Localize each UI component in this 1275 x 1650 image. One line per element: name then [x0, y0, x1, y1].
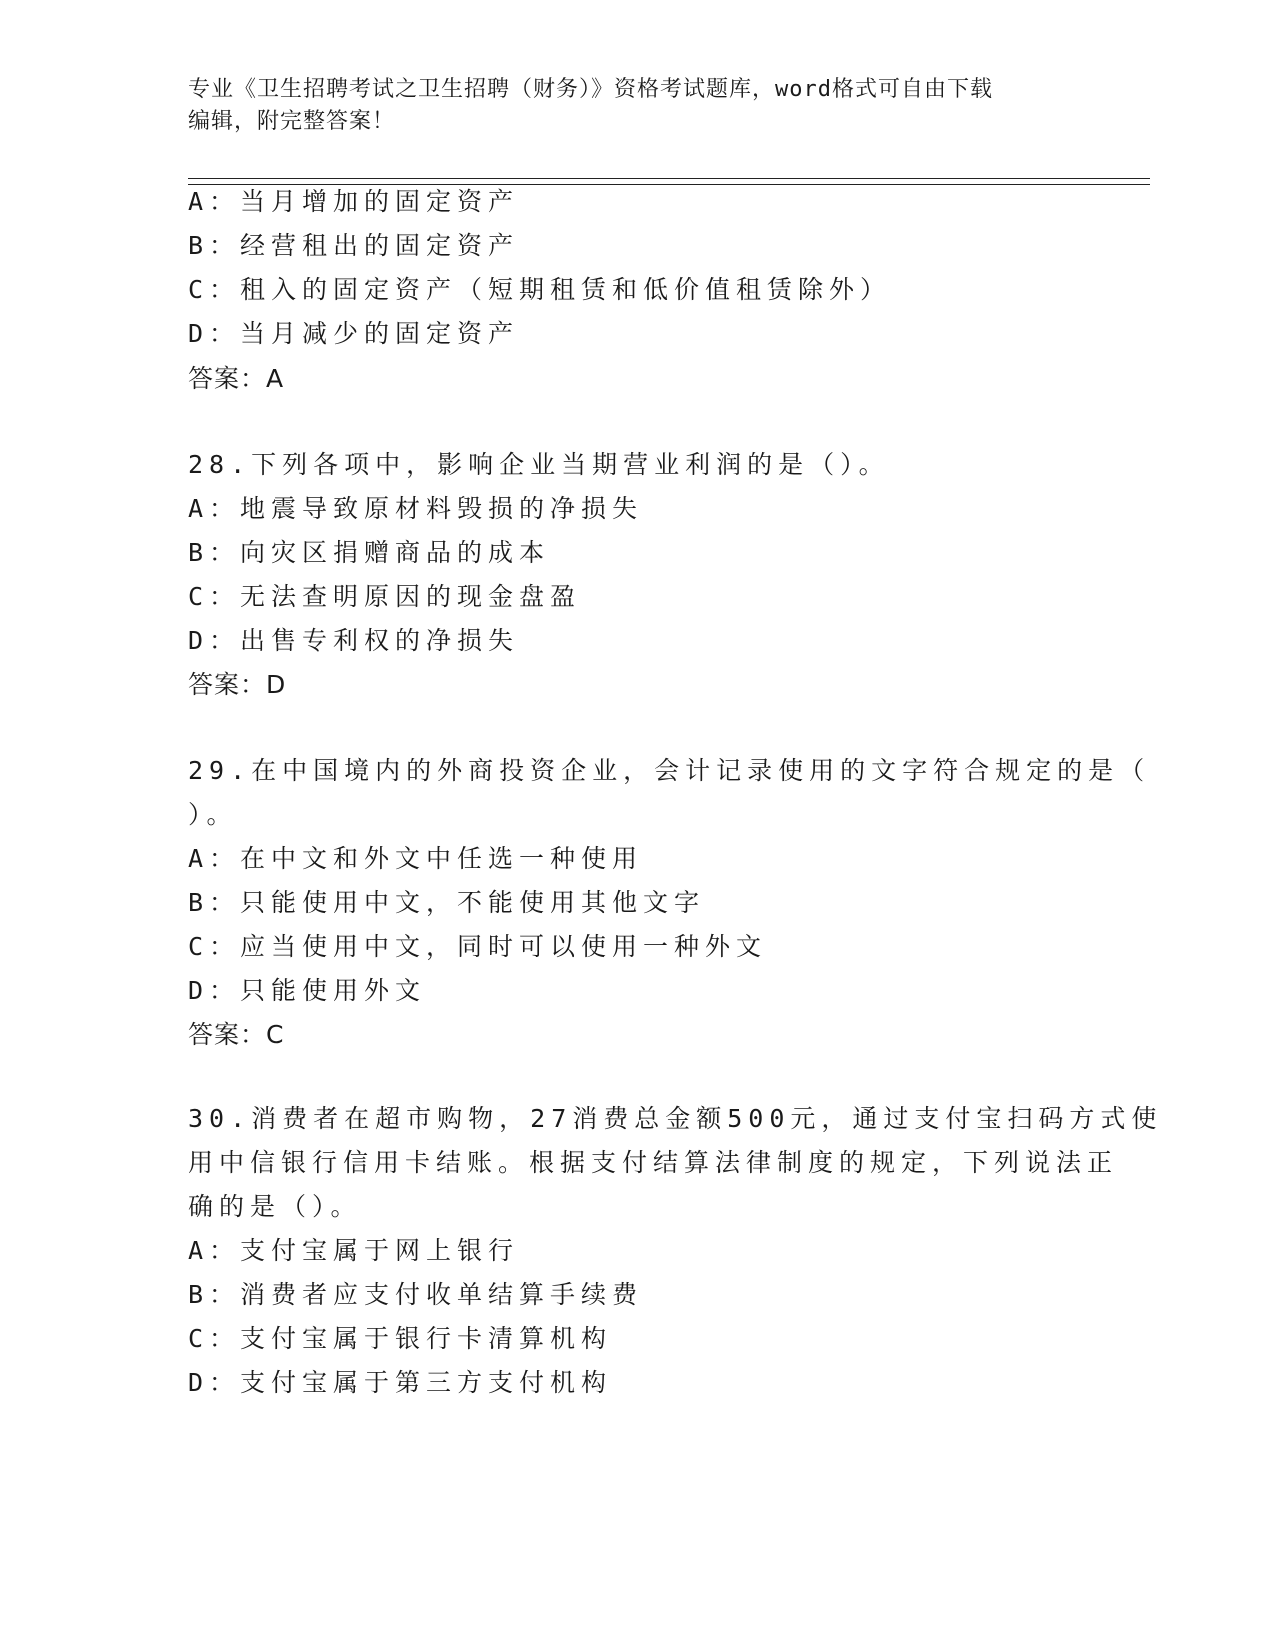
q28-answer: 答案：D — [188, 670, 287, 699]
q29-option-a: A：在中文和外文中任选一种使用 — [188, 844, 644, 873]
q30-stem-line-3: 确的是（）。 — [188, 1192, 362, 1221]
header-line-2: 编辑，附完整答案！ — [188, 109, 396, 134]
q28-option-b: B：向灾区捐赠商品的成本 — [188, 538, 551, 567]
q30-option-d: D：支付宝属于第三方支付机构 — [188, 1368, 613, 1397]
q27-answer: 答案：A — [188, 364, 285, 393]
q28-stem: 28.下列各项中，影响企业当期营业利润的是（）。 — [188, 450, 890, 479]
q30-option-a: A：支付宝属于网上银行 — [188, 1236, 520, 1265]
q30-option-c: C：支付宝属于银行卡清算机构 — [188, 1324, 613, 1353]
header-divider — [188, 178, 1150, 185]
q29-stem-line-1: 29.在中国境内的外商投资企业，会计记录使用的文字符合规定的是（ — [188, 756, 1151, 785]
q30-stem-line-2: 用中信银行信用卡结账。根据支付结算法律制度的规定，下列说法正 — [188, 1148, 1119, 1177]
q27-option-d: D：当月减少的固定资产 — [188, 319, 520, 348]
q28-option-d: D：出售专利权的净损失 — [188, 626, 520, 655]
document-page — [188, 0, 1163, 1650]
q27-option-a: A：当月增加的固定资产 — [188, 187, 520, 216]
q29-answer: 答案：C — [188, 1020, 285, 1049]
q30-stem-line-1: 30.消费者在超市购物，27消费总金额500元，通过支付宝扫码方式使 — [188, 1104, 1163, 1133]
q27-option-c: C：租入的固定资产（短期租赁和低价值租赁除外） — [188, 275, 892, 304]
q29-stem-line-2: ）。 — [188, 800, 238, 829]
q28-option-c: C：无法查明原因的现金盘盈 — [188, 582, 582, 611]
q27-option-b: B：经营租出的固定资产 — [188, 231, 520, 260]
q28-option-a: A：地震导致原材料毁损的净损失 — [188, 494, 644, 523]
document-header — [188, 74, 1088, 138]
header-line-1: 专业《卫生招聘考试之卫生招聘（财务）》资格考试题库，word格式可自由下载 — [188, 77, 993, 102]
q29-option-d: D：只能使用外文 — [188, 976, 427, 1005]
q29-option-b: B：只能使用中文，不能使用其他文字 — [188, 888, 706, 917]
q29-option-c: C：应当使用中文，同时可以使用一种外文 — [188, 932, 768, 961]
q30-option-b: B：消费者应支付收单结算手续费 — [188, 1280, 644, 1309]
